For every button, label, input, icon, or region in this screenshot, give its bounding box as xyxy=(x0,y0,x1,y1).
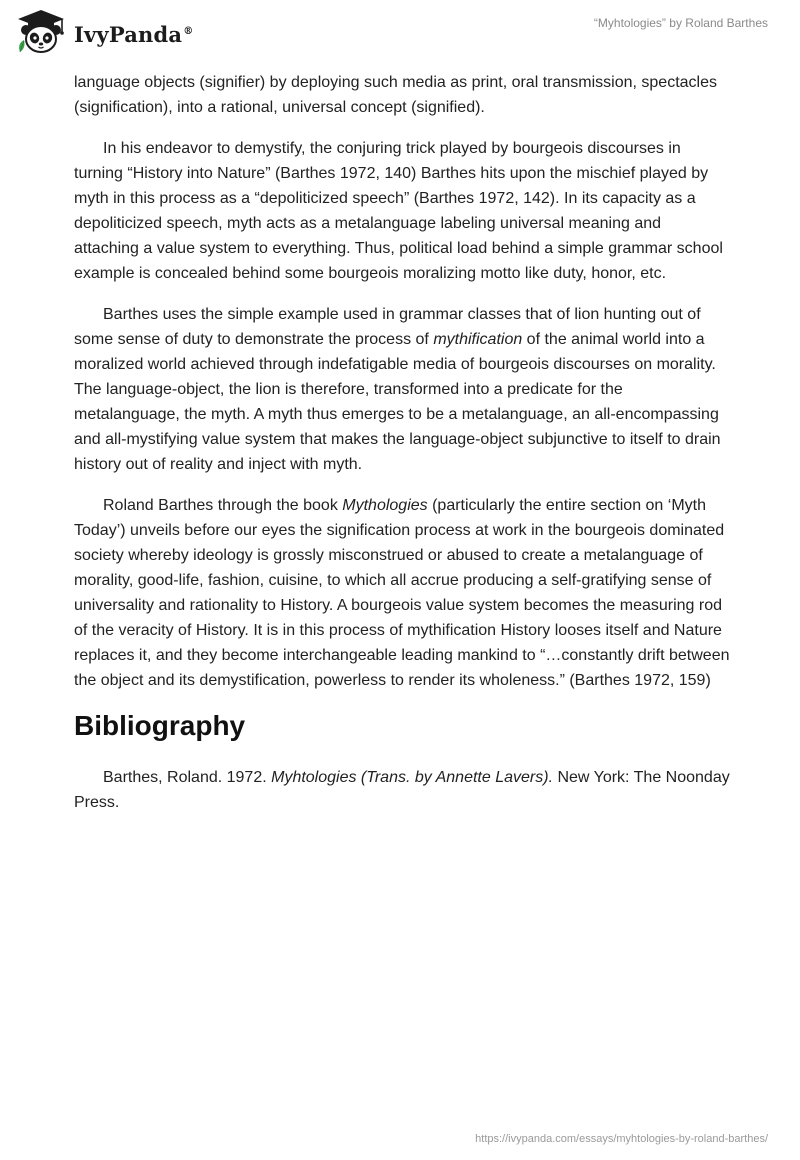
bibliography-entry-title: Myhtologies (Trans. by Annette Lavers). xyxy=(271,769,554,786)
paragraph-lion-example: Barthes uses the simple example used in grammar classes that of lion hunting out of some sense of duty to demonstrate the process of mythification of the animal world into a moralized world achieved through indefatigable media of bourgeois discourses on morality. The language-object, the lion is therefore, transformed into a predicate for the metalanguage, the myth. A myth thus emerges to be a metalanguage, an all-encompassing and all-mystifying value system that makes the language-object subjunctive to itself to drain history out of reality and inject with myth. xyxy=(74,306,721,473)
brand-name: IvyPanda® xyxy=(74,21,194,47)
bibliography-entry: Barthes, Roland. 1972. Myhtologies (Trans. by Annette Lavers). New York: The Noonday Press. xyxy=(74,769,730,811)
paragraph-demystify: In his endeavor to demystify, the conjuring trick played by bourgeois discourses in turning “History into Nature” (Barthes 1972, 140) Barthes hits upon the mischief played by myth in this process as a “depoliticized speech” (Barthes 1972, 142). In its capacity as a depoliticized speech, myth acts as a metalanguage labeling universal meaning and attaching a value system to everything. Thus, political load behind a simple grammar school example is concealed behind some bourgeois moralizing motto like duty, honor, etc. xyxy=(74,140,723,282)
source-url[interactable]: https://ivypanda.com/essays/myhtologies-by-roland-barthes/ xyxy=(475,1133,768,1145)
bibliography-heading: Bibliography xyxy=(74,710,246,741)
panda-graduate-icon xyxy=(14,8,68,58)
document-title: “Myhtologies” by Roland Barthes xyxy=(593,16,768,30)
ivypanda-logo[interactable] xyxy=(14,8,193,58)
book-title-mythologies: Mythologies xyxy=(342,497,428,514)
page-header xyxy=(0,0,800,70)
paragraph-mythologies: Roland Barthes through the book Mythologies (particularly the entire section on ‘Myth Today’) unveils before our eyes the signification process at work in the bourgeois dominated society whereby ideology is grossly misconstrued or abused to create a metalanguage of morality, good-life, fashion, cuisine, to which all accrue producing a self-gratifying sense of universality and rationality to History. A bourgeois value system becomes the measuring rod of the veracity of History. It is in this process of mythification History looses itself and Nature replaces it, and they become interchangeable leading mankind to “…constantly drift between the object and its demystification, powerless to render its wholeness.” (Barthes 1972, 159) xyxy=(74,497,730,689)
paragraph-continued: language objects (signifier) by deploying such media as print, oral transmission, spectacles (signification), into a rational, universal concept (signified). xyxy=(74,74,717,116)
essay-content xyxy=(74,70,730,831)
emphasis-mythification: mythification xyxy=(433,331,523,348)
